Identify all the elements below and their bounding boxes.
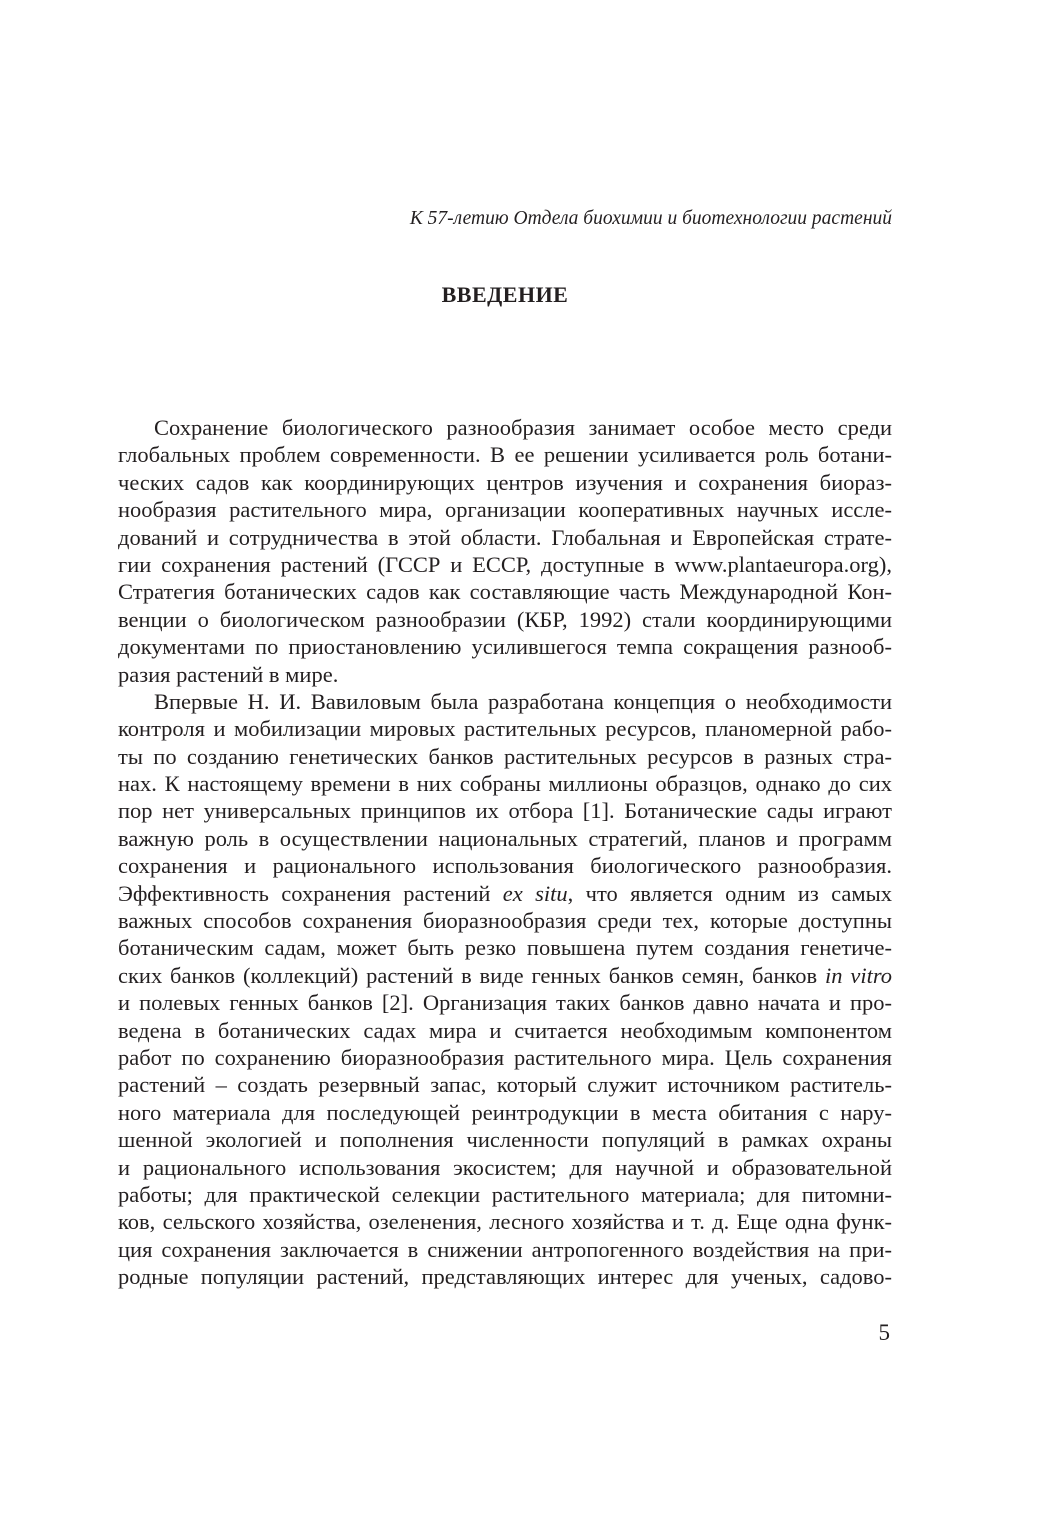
paragraph-2-line-18: и рационального использования экосистем; для научной и образовательной	[118, 1154, 892, 1180]
line-8-lead: Эффективность сохранения растений	[118, 880, 491, 906]
paragraph-2-line-11	[118, 962, 892, 989]
paragraph-2-line-6: важную роль в осуществлении национальных стратегий, планов и программ	[118, 825, 892, 851]
paragraph-2-line-9: важных способов сохранения биоразнообразия среди тех, которые доступны	[118, 908, 892, 934]
page-number: 5	[878, 1320, 890, 1345]
paragraph-1-line-7: Стратегия ботанических садов как составляющие часть Международной Кон-	[118, 579, 892, 605]
paragraph-2-line-21: ция сохранения заключается в снижении антропогенного воздействия на при-	[118, 1236, 892, 1262]
ex-situ-term: ex situ	[502, 880, 568, 906]
paragraph-2-line-4: нах. К настоящему времени в них собраны миллионы образцов, однако до сих	[118, 771, 892, 797]
paragraph-2-line-1: Впервые Н. И. Вавиловым была разработана концепция о необходимости	[154, 688, 892, 714]
paragraph-1-line-5: дований и сотрудничества в этой области. Глобальная и Европейская страте-	[118, 524, 892, 550]
paragraph-1-line-1: Сохранение биологического разнообразия занимает особое место среди	[154, 415, 892, 440]
paragraph-2-line-15: растений – создать резервный запас, который служит источником раститель-	[118, 1072, 892, 1098]
paragraph-2-line-22: родные популяции растений, представляющих интерес для ученых, садово-	[118, 1264, 892, 1290]
paragraph-1-line-9: документами по приостановлению усилившегося темпа сокращения разнооб-	[118, 634, 892, 660]
in-vitro-term: in vitro	[825, 962, 892, 988]
paragraph-2-line-2: контроля и мобилизации мировых растительных ресурсов, планомерной рабо-	[118, 716, 892, 742]
paragraph-2-line-5: пор нет универсальных принципов их отбора [1]. Ботанические сады играют	[118, 798, 892, 824]
line-11-lead: ских банков (коллекций) растений в виде генных банков семян, банков	[118, 962, 818, 988]
body-text	[118, 414, 892, 1291]
paragraph-2-line-16: ного материала для последующей реинтродукции в места обитания с нару-	[118, 1099, 892, 1125]
paragraph-1-line-2: глобальных проблем современности. В ее решении усиливается роль ботани-	[118, 442, 892, 468]
paragraph-1-line-6: гии сохранения растений (ГССР и ЕССР, доступные в www.plantaeuropa.org),	[118, 551, 892, 577]
paragraph-2-line-12: и полевых генных банков [2]. Организация таких банков давно начата и про-	[118, 990, 892, 1016]
paragraph-2-line-17: шенной экологией и пополнения численности популяций в рамках охраны	[118, 1127, 892, 1153]
paragraph-1-line-10: разия растений в мире.	[118, 661, 339, 687]
paragraph-2-line-13: ведена в ботанических садах мира и считается необходимым компонентом	[118, 1017, 892, 1043]
paragraph-2-line-8	[118, 880, 892, 907]
section-title: ВВЕДЕНИЕ	[441, 282, 569, 307]
paragraph-2-line-20: ков, сельского хозяйства, озеленения, лесного хозяйства и т. д. Еще одна функ-	[118, 1209, 892, 1235]
paragraph-2-line-10: ботаническим садам, может быть резко повышена путем создания генетиче-	[118, 935, 892, 961]
line-8-tail: , что является одним из самых	[567, 880, 892, 906]
paragraph-1-line-8: венции о биологическом разнообразии (КБР, 1992) стали координирующими	[118, 606, 892, 632]
paragraph-2-line-7: сохранения и рационального использования биологического разнообразия.	[118, 853, 892, 879]
paragraph-1-line-4: нообразия растительного мира, организации кооперативных научных иссле-	[118, 497, 892, 523]
paragraph-2-line-19: работы; для практической селекции растительного материала; для питомни-	[118, 1181, 892, 1207]
paragraph-2-line-3: ты по созданию генетических банков растительных ресурсов в разных стра-	[118, 743, 892, 769]
paragraph-2-line-14: работ по сохранению биоразнообразия растительного мира. Цель сохранения	[118, 1044, 892, 1070]
paragraph-1-line-3: ческих садов как координирующих центров изучения и сохранения биораз-	[118, 469, 892, 495]
running-head: К 57-летию Отдела биохимии и биотехнологии растений	[409, 208, 892, 229]
